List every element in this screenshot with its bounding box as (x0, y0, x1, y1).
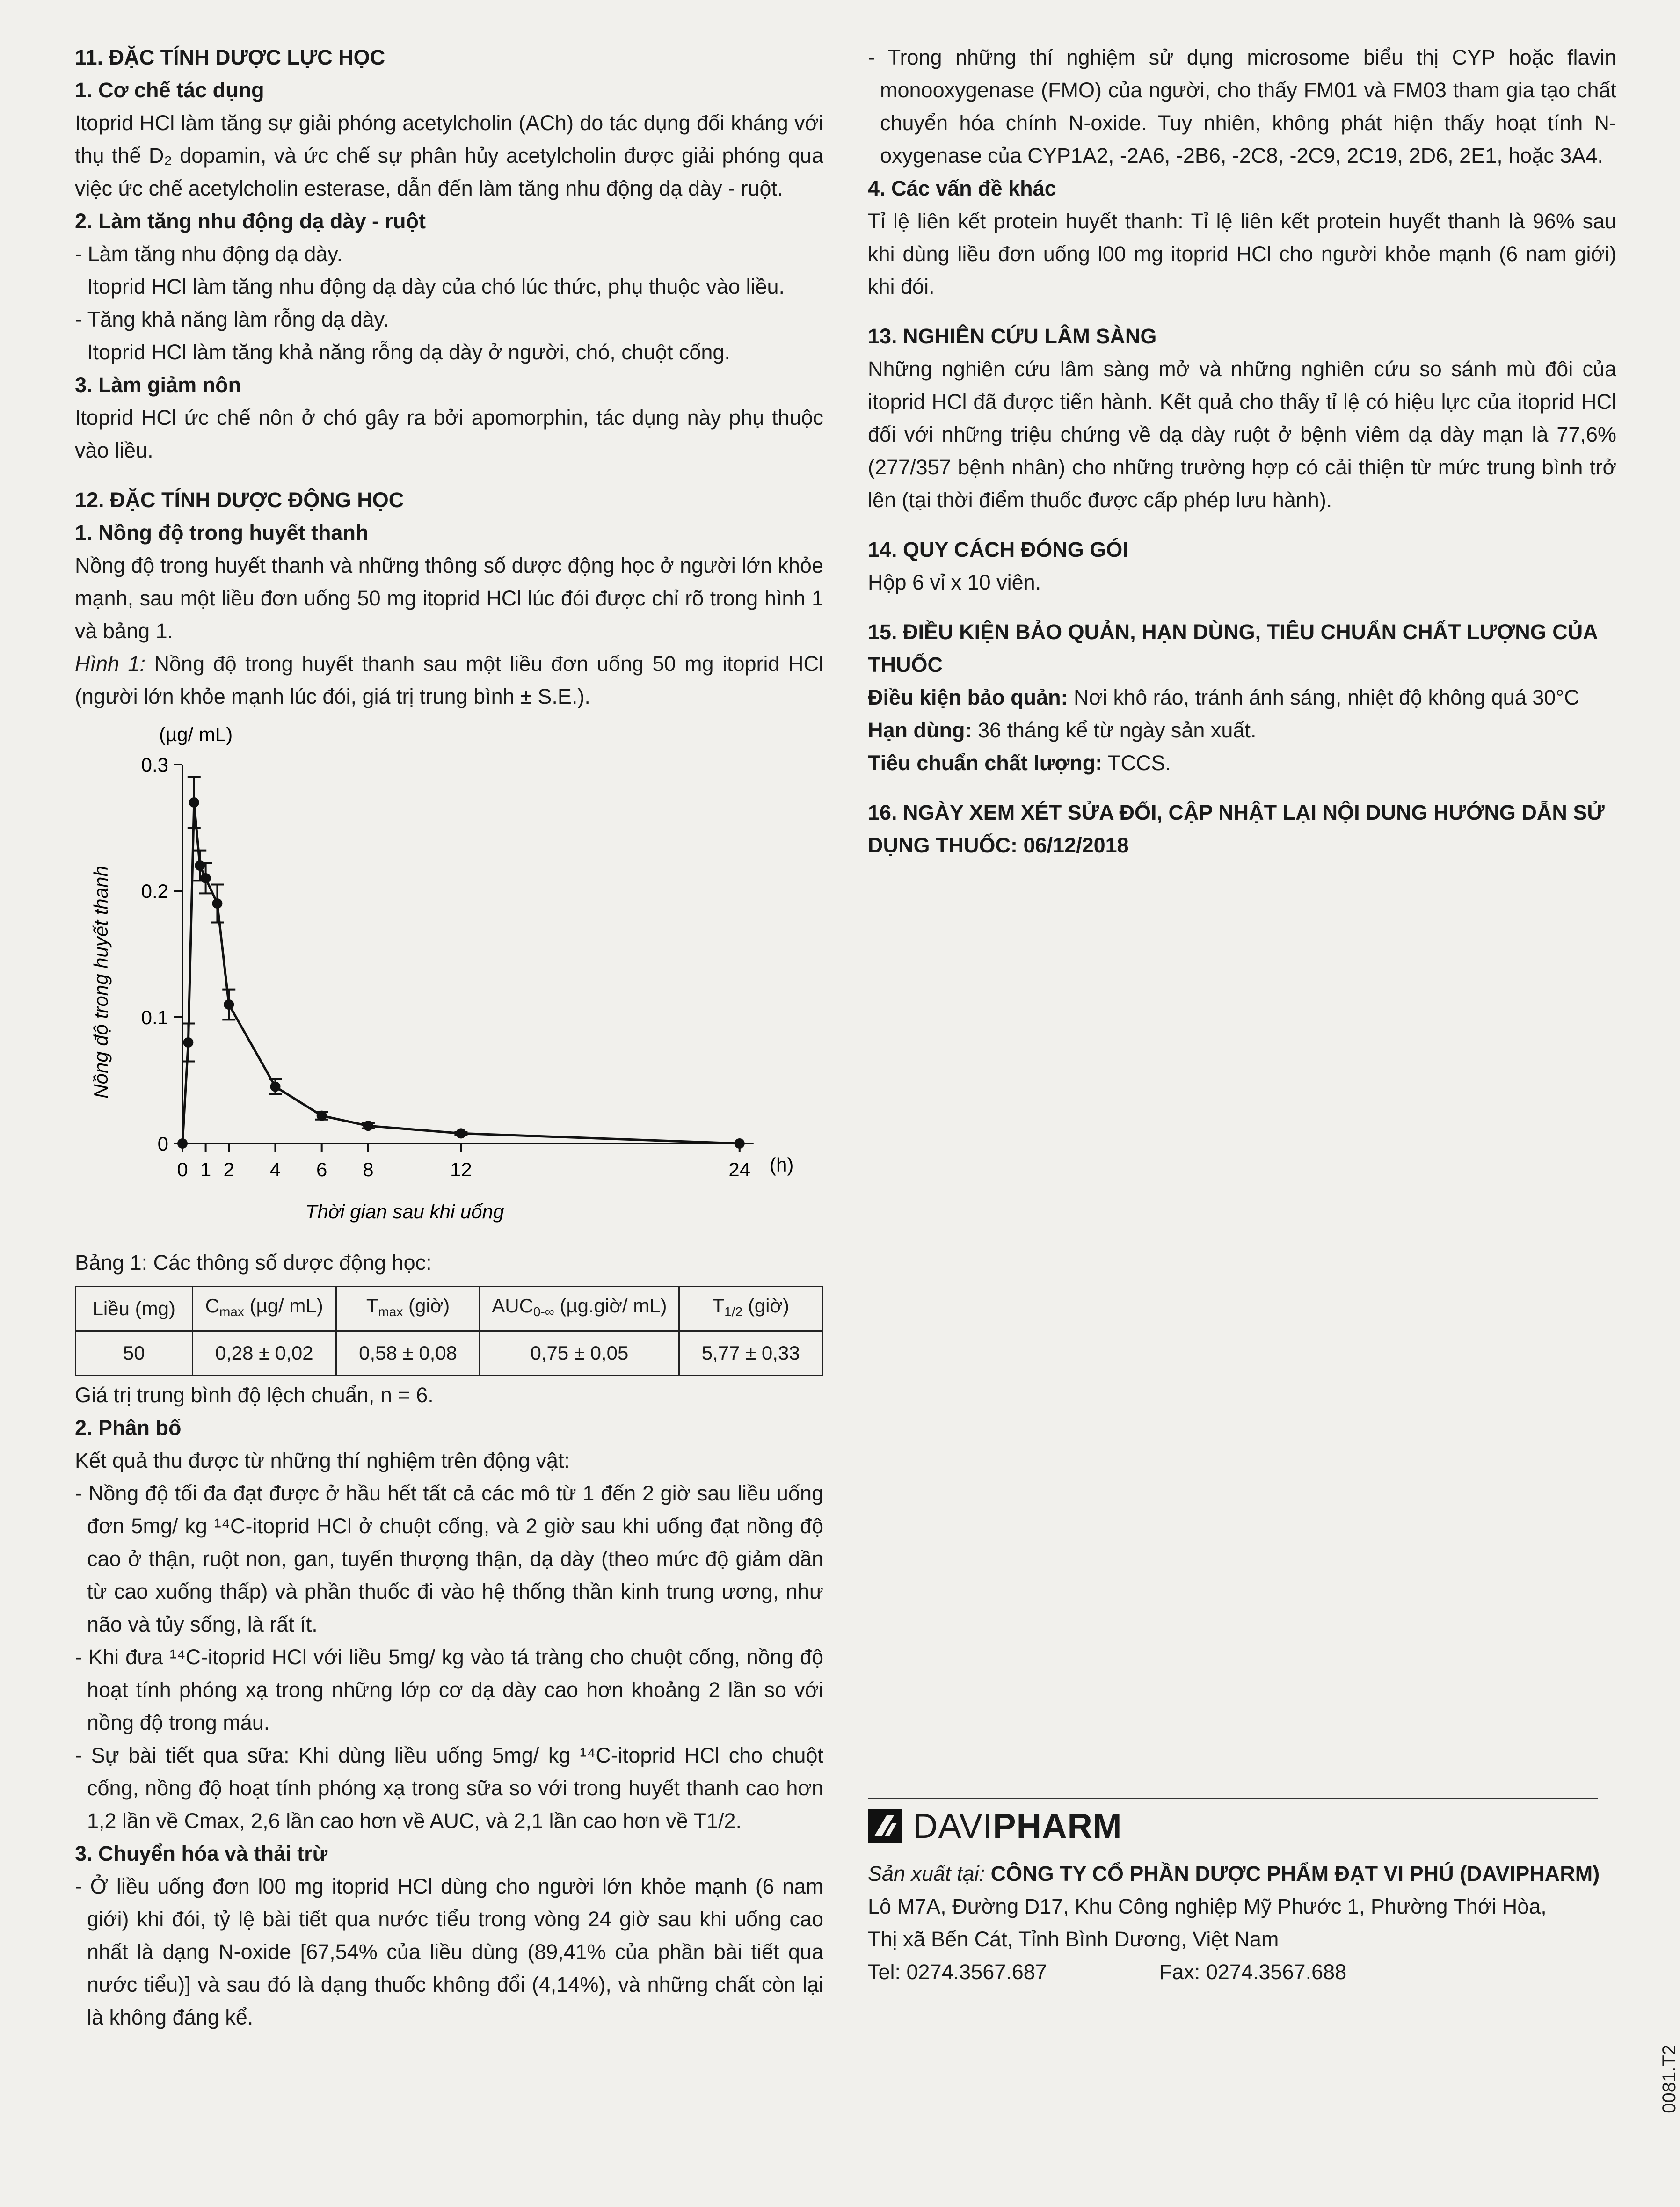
chart-x-axis-label: Thời gian sau khi uống (305, 1201, 504, 1223)
section-12-3-text: - Ở liều uống đơn l00 mg itoprid HCl dùng cho người lớn khỏe mạnh (6 nam giới) khi đói, tỷ lệ bài tiết qua nước tiểu trong vòng 24 giờ sau khi uống cao nhất là dạng N-oxide [67,54% của liều dùng (89,41% của phần bài tiết qua nước tiểu)] và sau đó là dạng thuốc không đổi (4,14%), và những chất còn lại là không đáng kể. (75, 1874, 823, 2029)
th-auc: $AUC_{0-\infty}$ (µg.giờ/ mL) (480, 1287, 679, 1331)
chart-unit-label: (µg/ mL) (159, 723, 233, 745)
data-point (183, 1037, 193, 1048)
td-auc: 0,75 ± 0,05 (480, 1331, 679, 1376)
x-tick-label: 8 (363, 1158, 374, 1180)
address-line-2: Thị xã Bến Cát, Tỉnh Bình Dương, Việt Nam (868, 1927, 1279, 1951)
right-column (868, 41, 1616, 1988)
section-11-1-title: 1. Cơ chế tác dụng (75, 78, 264, 102)
expiry-line: Hạn dùng: 36 tháng kể từ ngày sản xuất. (868, 718, 1257, 742)
section-14-title: 14. QUY CÁCH ĐÓNG GÓI (868, 538, 1128, 561)
logo-text: DAVIPHARM (913, 1806, 1122, 1845)
y-tick-label: 0.2 (141, 880, 168, 902)
data-point (363, 1121, 373, 1131)
storage-line: Điều kiện bảo quản: Nơi khô ráo, tránh ánh sáng, nhiệt độ không quá 30°C (868, 685, 1579, 709)
data-point (177, 1138, 188, 1149)
th-cmax: $C_{max}$ (µg/ mL) (192, 1287, 336, 1331)
chart-x-unit: (h) (770, 1154, 794, 1176)
section-16-title: 16. NGÀY XEM XÉT SỬA ĐỔI, CẬP NHẬT LẠI NỘI DUNG HƯỚNG DẪN SỬ DỤNG THUỐC: 06/12/2018 (868, 801, 1605, 857)
microsome-text: - Trong những thí nghiệm sử dụng microsome biểu thị CYP hoặc flavin monooxygenase (FMO) của người, cho thấy FM01 và FM03 tham gia tạo chất chuyển hóa chính N-oxide. Tuy nhiên, không phát hiện thấy hoạt tính N-oxygenase của CYP1A2, -2A6, -2B6, -2C8, -2C9, 2C19, 2D6, 2E1, hoặc 3A4. (868, 45, 1616, 168)
x-tick-label: 6 (316, 1158, 327, 1180)
data-point (735, 1138, 745, 1149)
data-point (189, 797, 199, 808)
series-line (182, 802, 740, 1144)
section-13-text: Những nghiên cứu lâm sàng mở và những nghiên cứu so sánh mù đôi của itoprid HCl đã được tiến hành. Kết quả cho thấy tỉ lệ có hiệu lực của itoprid HCl đối với những triệu chứng về dạ dày ruột ở bệnh viêm dạ dày mạn là 77,6% (277/357 bệnh nhân) cho những trường hợp có cải thiện từ mức trung bình trở lên (tại thời điểm thuốc được cấp phép lưu hành). (868, 357, 1616, 512)
table-row (76, 1331, 823, 1376)
manufacturer-line: Sản xuất tại: CÔNG TY CỔ PHẦN DƯỢC PHẨM ĐẠT VI PHÚ (DAVIPHARM) (868, 1862, 1600, 1886)
x-tick-label: 1 (200, 1158, 211, 1180)
section-12-2-b: - Khi đưa ¹⁴C-itoprid HCl với liều 5mg/ kg vào tá tràng cho chuột cống, nồng độ hoạt tính phóng xạ trong những lớp cơ dạ dày cao hơn khoảng 2 lần so với nồng độ trong máu. (75, 1645, 823, 1734)
section-11-3-text: Itoprid HCl ức chế nôn ở chó gây ra bởi apomorphin, tác dụng này phụ thuộc vào liều. (75, 406, 823, 462)
figure-caption: Hình 1: Nồng độ trong huyết thanh sau một liều đơn uống 50 mg itoprid HCl (người lớn khỏe mạnh lúc đói, giá trị trung bình ± S.E.). (75, 652, 823, 708)
data-point (195, 860, 205, 871)
left-column (75, 41, 823, 2034)
td-tmax: 0,58 ± 0,08 (336, 1331, 480, 1376)
section-11-2-b: Itoprid HCl làm tăng nhu động dạ dày của chó lúc thức, phụ thuộc vào liều. (87, 275, 785, 299)
standard-line: Tiêu chuẩn chất lượng: TCCS. (868, 751, 1171, 775)
section-11-2-title: 2. Làm tăng nhu động dạ dày - ruột (75, 209, 426, 233)
section-12-2-a: - Nồng độ tối đa đạt được ở hầu hết tất cả các mô từ 1 đến 2 giờ sau liều uống đơn 5mg/ kg ¹⁴C-itoprid HCl ở chuột cống, và 2 giờ sau khi uống đạt nồng độ cao ở thận, ruột non, gan, tuyến thượng thận, dạ dày (theo mức độ giảm dần từ cao xuống thấp) và phần thuốc đi vào hệ thống thần kinh trung ương, như não và tủy sống, là rất ít. (75, 1481, 823, 1636)
section-14-text: Hộp 6 vỉ x 10 viên. (868, 570, 1041, 594)
document-code: 0081.T2 (1659, 2045, 1680, 2113)
section-11-2-a: - Làm tăng nhu động dạ dày. (75, 242, 343, 266)
x-tick-label: 24 (728, 1158, 751, 1180)
section-12-2-intro: Kết quả thu được từ những thí nghiệm trên động vật: (75, 1449, 570, 1472)
davipharm-logo (868, 1806, 1616, 1845)
section-13-title: 13. NGHIÊN CỨU LÂM SÀNG (868, 324, 1157, 348)
data-point (201, 873, 211, 883)
section-11-2-c: - Tăng khả năng làm rỗng dạ dày. (75, 307, 389, 331)
data-point (456, 1128, 466, 1138)
section-12-4-title: 4. Các vấn đề khác (868, 176, 1056, 200)
td-cmax: 0,28 ± 0,02 (192, 1331, 336, 1376)
section-12-2-title: 2. Phân bố (75, 1416, 182, 1440)
data-point (224, 999, 234, 1010)
data-point (270, 1082, 280, 1092)
serum-concentration-chart (75, 722, 823, 1251)
section-12-1-title: 1. Nồng độ trong huyết thanh (75, 521, 369, 545)
section-11-1-text: Itoprid HCl làm tăng sự giải phóng acetylcholin (ACh) do tác dụng đối kháng với thụ thể D₂ dopamin, và ức chế sự phân hủy acetylcholin được giải phóng qua việc ức chế acetylcholin esterase, dẫn đến làm tăng nhu động dạ dày - ruột. (75, 111, 823, 200)
divider (868, 1798, 1598, 1799)
x-tick-label: 12 (450, 1158, 472, 1180)
section-12-2-c: - Sự bài tiết qua sữa: Khi dùng liều uống 5mg/ kg ¹⁴C-itoprid HCl cho chuột cống, nồng độ hoạt tính phóng xạ trong sữa so với trong huyết thanh cao hơn 1,2 lần về Cmax, 2,6 lần cao hơn về AUC, và 2,1 lần cao hơn về T1/2. (75, 1743, 823, 1833)
y-tick-label: 0.3 (141, 754, 168, 776)
chart-svg (75, 722, 823, 1251)
th-tmax: $T_{max}$ (giờ) (336, 1287, 480, 1331)
logo-mark-icon (868, 1809, 902, 1843)
section-12-1-text: Nồng độ trong huyết thanh và những thông số dược động học ở người lớn khỏe mạnh, sau một liều đơn uống 50 mg itoprid HCl lúc đói được chỉ rõ trong hình 1 và bảng 1. (75, 554, 823, 643)
table-note: Giá trị trung bình độ lệch chuẩn, n = 6. (75, 1383, 434, 1407)
td-dose: 50 (76, 1331, 193, 1376)
th-dose: Liều (mg) (76, 1287, 193, 1331)
section-11-3-title: 3. Làm giảm nôn (75, 373, 241, 397)
section-12-title: 12. ĐẶC TÍNH DƯỢC ĐỘNG HỌC (75, 488, 404, 512)
chart-y-axis-label: Nồng độ trong huyết thanh (90, 866, 112, 1099)
y-tick-label: 0 (157, 1133, 168, 1155)
table-caption: Bảng 1: Các thông số dược động học: (75, 1251, 432, 1275)
x-tick-label: 0 (177, 1158, 188, 1180)
y-tick-label: 0.1 (141, 1006, 168, 1028)
section-11-title: 11. ĐẶC TÍNH DƯỢC LỰC HỌC (75, 45, 385, 69)
address-line-1: Lô M7A, Đường D17, Khu Công nghiệp Mỹ Phước 1, Phường Thới Hòa, (868, 1894, 1547, 1918)
section-15-title: 15. ĐIỀU KIỆN BẢO QUẢN, HẠN DÙNG, TIÊU CHUẨN CHẤT LƯỢNG CỦA THUỐC (868, 620, 1598, 677)
x-tick-label: 4 (269, 1158, 281, 1180)
td-thalf: 5,77 ± 0,33 (679, 1331, 823, 1376)
section-11-2-d: Itoprid HCl làm tăng khả năng rỗng dạ dày ở người, chó, chuột cống. (87, 340, 730, 364)
section-12-3-title: 3. Chuyển hóa và thải trừ (75, 1842, 328, 1865)
data-point (317, 1111, 327, 1121)
pk-table (75, 1286, 823, 1376)
data-point (212, 898, 222, 909)
th-thalf: $T_{1/2}$ (giờ) (679, 1287, 823, 1331)
table-header-row (76, 1287, 823, 1331)
section-12-4-text: Tỉ lệ liên kết protein huyết thanh: Tỉ lệ liên kết protein huyết thanh là 96% sau khi dùng liều đơn uống l00 mg itoprid HCl cho người khỏe mạnh (6 nam giới) khi đói. (868, 209, 1616, 299)
x-tick-label: 2 (223, 1158, 234, 1180)
contact-line: Tel: 0274.3567.687 Fax: 0274.3567.688 (868, 1960, 1347, 1984)
